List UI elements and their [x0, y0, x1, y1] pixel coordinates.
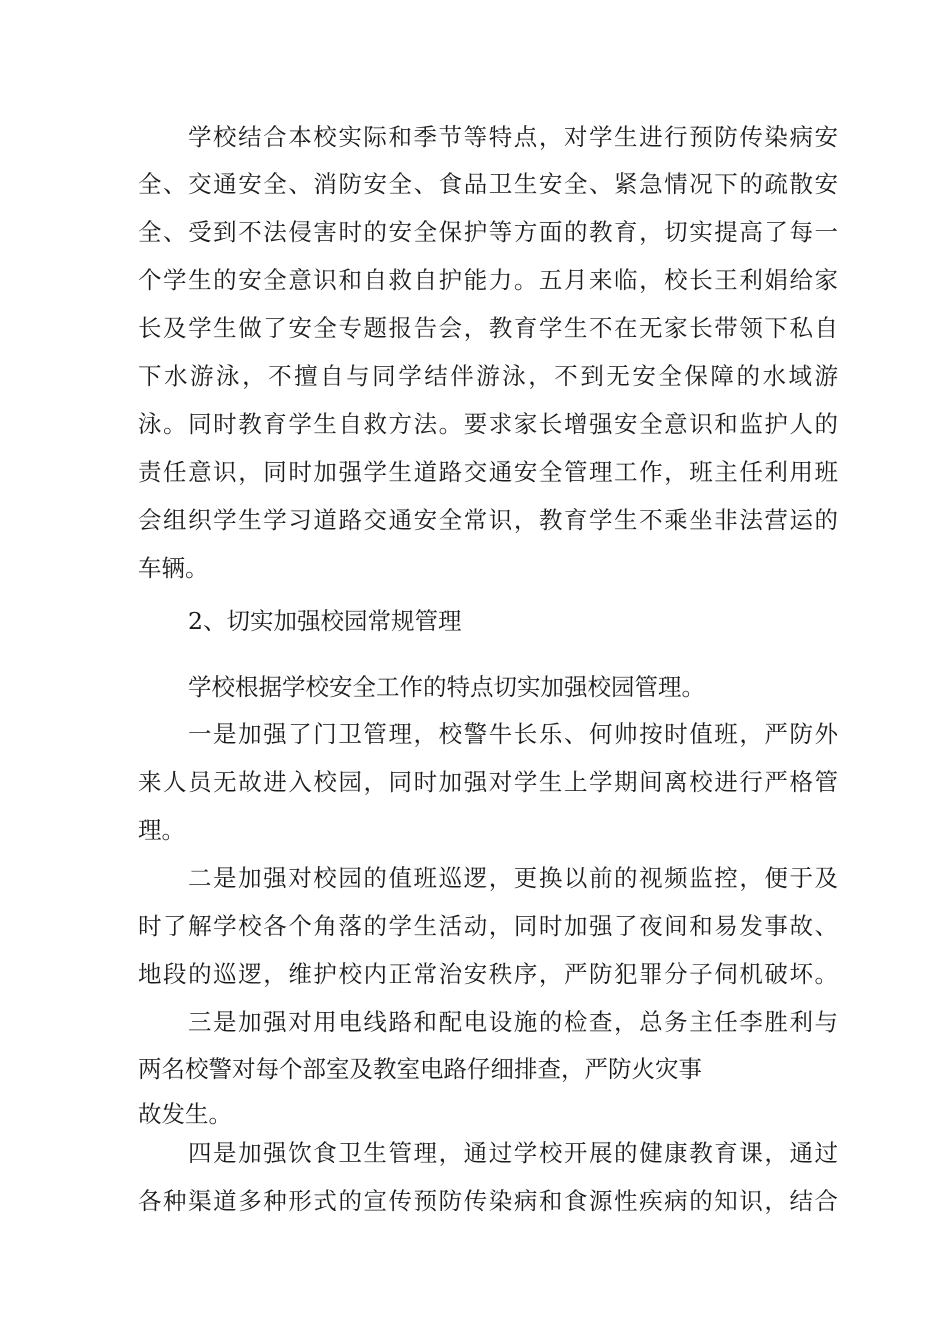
- paragraph-line: 三是加强对用电线路和配电设施的检查，总务主任李胜利与: [188, 1008, 838, 1036]
- paragraph-line: 地段的巡逻，维护校内正常治安秩序，严防犯罪分子伺机破坏。: [138, 960, 838, 988]
- paragraph-line: 两名校警对每个部室及教室电路仔细排查，严防火灾事: [138, 1055, 702, 1083]
- paragraph-line: 泳。同时教育学生自救方法。要求家长增强安全意识和监护人的: [138, 410, 838, 438]
- paragraph-line: 全、交通安全、消防安全、食品卫生安全、紧急情况下的疏散安: [138, 170, 838, 198]
- paragraph-line: 会组织学生学习道路交通安全常识，教育学生不乘坐非法营运的: [138, 506, 838, 534]
- paragraph-line: 各种渠道多种形式的宣传预防传染病和食源性疾病的知识，结合: [138, 1187, 838, 1215]
- paragraph-line: 二是加强对校园的值班巡逻，更换以前的视频监控，便于及: [188, 864, 838, 892]
- paragraph-line: 学校根据学校安全工作的特点切实加强校园管理。: [188, 673, 705, 701]
- paragraph-line: 理。: [138, 816, 185, 844]
- paragraph-line: 学校结合本校实际和季节等特点，对学生进行预防传染病安: [188, 123, 838, 151]
- paragraph-line: 个学生的安全意识和自救自护能力。五月来临，校长王利娟给家: [138, 266, 838, 294]
- paragraph-line: 一是加强了门卫管理，校警牛长乐、何帅按时值班，严防外: [188, 720, 838, 748]
- paragraph-line: 四是加强饮食卫生管理，通过学校开展的健康教育课，通过: [188, 1139, 838, 1167]
- section-heading: 2、切实加强校园常规管理: [188, 607, 462, 635]
- paragraph-line: 长及学生做了安全专题报告会，教育学生不在无家长带领下私自: [138, 314, 838, 342]
- paragraph-line: 车辆。: [138, 554, 209, 582]
- paragraph-line: 来人员无故进入校园，同时加强对学生上学期间离校进行严格管: [138, 768, 838, 796]
- paragraph-line: 故发生。: [138, 1100, 232, 1128]
- paragraph-line: 下水游泳，不擅自与同学结伴游泳，不到无安全保障的水域游: [138, 362, 838, 390]
- paragraph-line: 时了解学校各个角落的学生活动，同时加强了夜间和易发事故、: [138, 912, 838, 940]
- paragraph-line: 责任意识，同时加强学生道路交通安全管理工作，班主任利用班: [138, 458, 838, 486]
- paragraph-line: 全、受到不法侵害时的安全保护等方面的教育，切实提高了每一: [138, 218, 838, 246]
